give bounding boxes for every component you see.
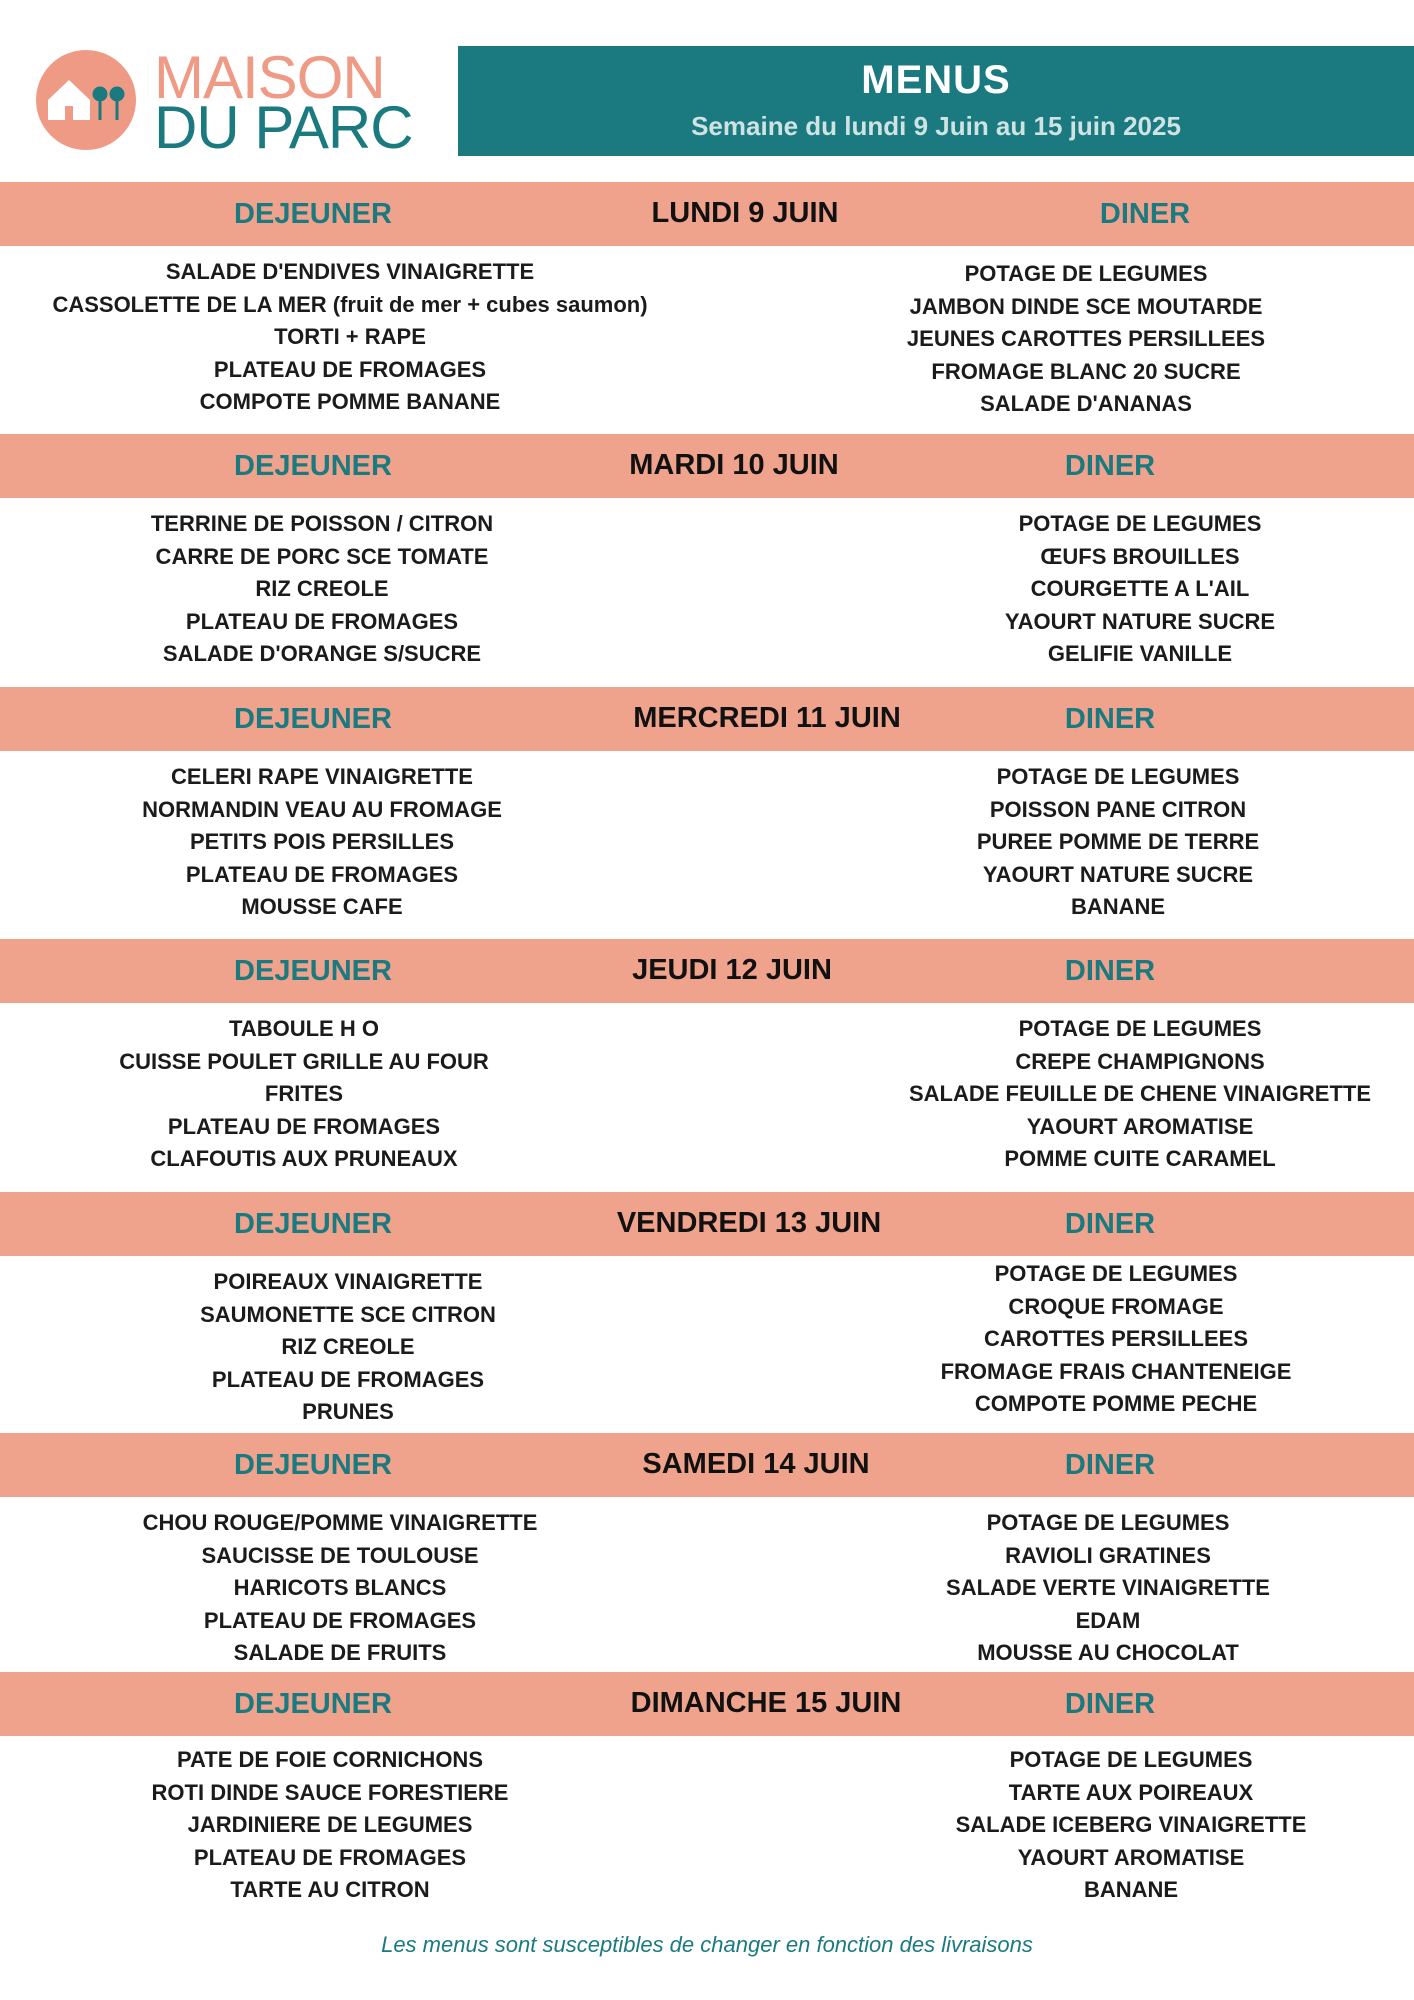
lunch-dish: SAUMONETTE SCE CITRON — [200, 1301, 496, 1327]
dinner-label: DINER — [1064, 955, 1156, 987]
lunch-dish: CLAFOUTIS AUX PRUNEAUX — [150, 1146, 458, 1171]
day-name: MERCREDI 11 JUIN — [633, 702, 901, 734]
week-subtitle: Semaine du lundi 9 Juin au 15 juin 2025 — [691, 111, 1181, 141]
dinner-menu — [909, 1013, 1371, 1176]
lunch-dish: PATE DE FOIE CORNICHONS — [177, 1747, 483, 1772]
dinner-dish: POTAGE DE LEGUMES — [1018, 511, 1262, 536]
dinner-dish: POTAGE DE LEGUMES — [986, 1510, 1230, 1535]
lunch-dish: NORMANDIN VEAU AU FROMAGE — [142, 796, 502, 822]
day-name: VENDREDI 13 JUIN — [616, 1207, 882, 1239]
lunch-dish: PRUNES — [302, 1399, 394, 1424]
dinner-dish: JAMBON DINDE SCE MOUTARDE — [909, 293, 1263, 319]
dinner-menu — [956, 1744, 1307, 1907]
dinner-label: DINER — [1064, 450, 1156, 482]
dinner-dish: SALADE ICEBERG VINAIGRETTE — [955, 1812, 1307, 1837]
dinner-dish: POISSON PANE CITRON — [989, 796, 1247, 822]
dinner-label: DINER — [1099, 198, 1191, 230]
lunch-dish: PLATEAU DE FROMAGES — [193, 1844, 467, 1870]
dinner-dish: MOUSSE AU CHOCOLAT — [977, 1640, 1239, 1665]
lunch-dish: MOUSSE CAFE — [241, 894, 403, 919]
dinner-menu — [977, 761, 1259, 924]
day-header-band — [0, 1433, 1414, 1497]
logo-text-maison: MAISON — [154, 44, 385, 111]
day-header-band — [0, 687, 1414, 751]
lunch-dish: CUISSE POULET GRILLE AU FOUR — [119, 1048, 489, 1074]
dinner-dish: COMPOTE POMME PECHE — [974, 1391, 1258, 1416]
dinner-dish: YAOURT AROMATISE — [1026, 1113, 1254, 1139]
dinner-label: DINER — [1064, 1208, 1156, 1240]
dinner-dish: POTAGE DE LEGUMES — [1018, 1016, 1262, 1041]
lunch-dish: SALADE DE FRUITS — [233, 1640, 447, 1665]
dinner-dish: POTAGE DE LEGUMES — [994, 1261, 1238, 1286]
lunch-dish: SALADE D'ORANGE S/SUCRE — [162, 641, 482, 666]
dinner-menu — [946, 1507, 1270, 1670]
lunch-dish: PLATEAU DE FROMAGES — [211, 1366, 485, 1392]
maison-du-parc-logo — [36, 44, 436, 161]
dinner-dish: POTAGE DE LEGUMES — [964, 261, 1208, 286]
dinner-dish: BANANE — [1083, 1877, 1179, 1902]
lunch-dish: JARDINIERE DE LEGUMES — [187, 1812, 473, 1837]
dinner-menu — [907, 258, 1265, 421]
day-header-band — [0, 182, 1414, 246]
day-name: MARDI 10 JUIN — [629, 449, 839, 481]
lunch-dish: RIZ CREOLE — [281, 1334, 415, 1359]
lunch-dish: POIREAUX VINAIGRETTE — [213, 1269, 483, 1294]
lunch-dish: RIZ CREOLE — [255, 576, 389, 601]
lunch-menu — [52, 256, 647, 419]
dinner-dish: YAOURT NATURE SUCRE — [982, 861, 1254, 887]
day-header-band — [0, 434, 1414, 498]
lunch-dish: TORTI + RAPE — [274, 324, 426, 349]
dinner-dish: GELIFIE VANILLE — [1047, 641, 1233, 666]
lunch-label: DEJEUNER — [234, 1208, 392, 1240]
lunch-dish: PLATEAU DE FROMAGES — [185, 861, 459, 887]
house-trees-icon — [36, 50, 136, 150]
dinner-dish: YAOURT AROMATISE — [1017, 1844, 1245, 1870]
dinner-dish: RAVIOLI GRATINES — [1005, 1542, 1211, 1568]
dinner-dish: SALADE FEUILLE DE CHENE VINAIGRETTE — [908, 1081, 1372, 1106]
lunch-menu — [143, 1507, 538, 1670]
lunch-dish: ROTI DINDE SAUCE FORESTIERE — [151, 1779, 509, 1805]
dinner-menu — [941, 1258, 1292, 1421]
day-name: LUNDI 9 JUIN — [651, 197, 839, 229]
lunch-dish: TABOULE H O — [229, 1016, 379, 1041]
page-title: MENUS — [861, 58, 1011, 102]
day-name: DIMANCHE 15 JUIN — [630, 1687, 902, 1719]
lunch-dish: FRITES — [264, 1081, 344, 1106]
dinner-dish: PUREE POMME DE TERRE — [976, 829, 1260, 854]
lunch-label: DEJEUNER — [234, 450, 392, 482]
lunch-dish: SAUCISSE DE TOULOUSE — [201, 1542, 479, 1568]
lunch-label: DEJEUNER — [234, 1688, 392, 1720]
dinner-dish: POMME CUITE CARAMEL — [1004, 1146, 1276, 1171]
lunch-dish: PLATEAU DE FROMAGES — [213, 356, 487, 382]
page-header — [0, 0, 1414, 170]
lunch-menu — [119, 1013, 489, 1176]
lunch-label: DEJEUNER — [234, 198, 392, 230]
day-header-band — [0, 939, 1414, 1003]
lunch-dish: PETITS POIS PERSILLES — [189, 829, 455, 854]
day-name: SAMEDI 14 JUIN — [642, 1448, 870, 1480]
day-header-band — [0, 1192, 1414, 1256]
lunch-dish: TERRINE DE POISSON / CITRON — [150, 511, 494, 536]
lunch-dish: PLATEAU DE FROMAGES — [167, 1113, 441, 1139]
dinner-menu — [1005, 508, 1275, 671]
dinner-dish: SALADE D'ANANAS — [980, 391, 1192, 416]
lunch-menu — [152, 1744, 509, 1907]
lunch-dish: HARICOTS BLANCS — [233, 1575, 447, 1600]
footer-note: Les menus sont susceptibles de changer en fonction des livraisons — [381, 1932, 1033, 1957]
lunch-dish: PLATEAU DE FROMAGES — [203, 1607, 477, 1633]
lunch-label: DEJEUNER — [234, 1449, 392, 1481]
day-header-band — [0, 1672, 1414, 1736]
title-banner — [458, 46, 1414, 156]
dinner-dish: FROMAGE FRAIS CHANTENEIGE — [940, 1358, 1292, 1384]
dinner-dish: TARTE AUX POIREAUX — [1008, 1779, 1254, 1805]
dinner-label: DINER — [1064, 1688, 1156, 1720]
dinner-label: DINER — [1064, 1449, 1156, 1481]
lunch-dish: CELERI RAPE VINAIGRETTE — [171, 764, 473, 789]
lunch-label: DEJEUNER — [234, 703, 392, 735]
dinner-label: DINER — [1064, 703, 1156, 735]
dinner-dish: POTAGE DE LEGUMES — [996, 764, 1240, 789]
dinner-dish: SALADE VERTE VINAIGRETTE — [946, 1575, 1270, 1600]
dinner-dish: ŒUFS BROUILLES — [1040, 543, 1240, 569]
lunch-label: DEJEUNER — [234, 955, 392, 987]
logo-text-du-parc: DU PARC — [154, 94, 413, 161]
lunch-dish: SALADE D'ENDIVES VINAIGRETTE — [165, 259, 535, 284]
lunch-dish: PLATEAU DE FROMAGES — [185, 608, 459, 634]
dinner-dish: CROQUE FROMAGE — [1008, 1293, 1224, 1319]
lunch-dish: CARRE DE PORC SCE TOMATE — [155, 543, 489, 569]
lunch-dish: CHOU ROUGE/POMME VINAIGRETTE — [142, 1510, 538, 1535]
dinner-dish: EDAM — [1075, 1607, 1141, 1633]
dinner-dish: FROMAGE BLANC 20 SUCRE — [931, 358, 1241, 384]
lunch-menu — [151, 508, 493, 671]
dinner-dish: BANANE — [1070, 894, 1166, 919]
lunch-dish: CASSOLETTE DE LA MER (fruit de mer + cubes saumon) — [52, 291, 648, 317]
lunch-menu — [142, 761, 502, 924]
lunch-dish: TARTE AU CITRON — [230, 1877, 430, 1902]
lunch-dish: COMPOTE POMME BANANE — [199, 389, 501, 414]
dinner-dish: COURGETTE A L'AIL — [1030, 576, 1250, 601]
dinner-dish: CREPE CHAMPIGNONS — [1015, 1048, 1265, 1074]
dinner-dish: CAROTTES PERSILLEES — [983, 1326, 1249, 1351]
dinner-dish: JEUNES CAROTTES PERSILLEES — [906, 326, 1266, 351]
lunch-menu — [200, 1266, 496, 1429]
dinner-dish: YAOURT NATURE SUCRE — [1004, 608, 1276, 634]
dinner-dish: POTAGE DE LEGUMES — [1009, 1747, 1253, 1772]
day-name: JEUDI 12 JUIN — [632, 954, 832, 986]
